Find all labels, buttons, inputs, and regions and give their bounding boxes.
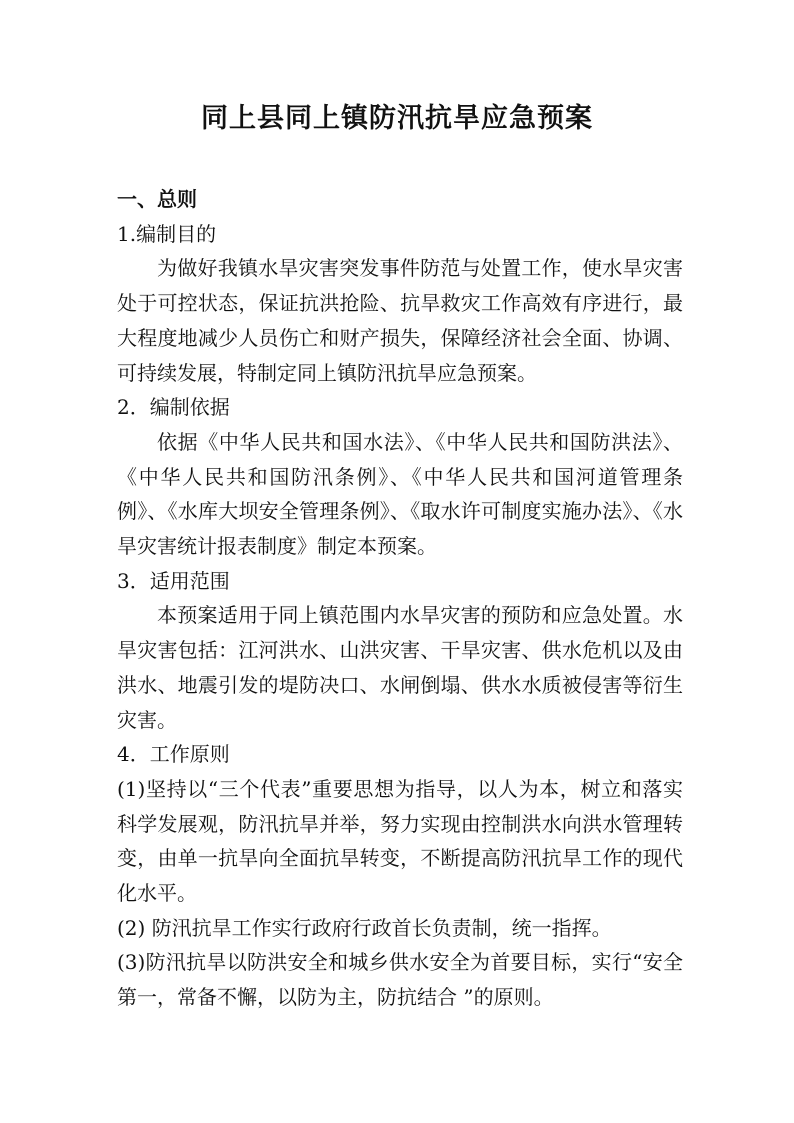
document-title: 同上县同上镇防汛抗旱应急预案	[201, 103, 593, 134]
subheading-principles: 4．工作原则	[117, 742, 230, 767]
principle-item-3: (3)防汛抗旱以防洪安全和城乡供水安全为首要目标，实行“安全第一，常备不懈，以防为主，防抗结合 ”的原则。	[117, 950, 683, 1010]
principle-item-1: (1)坚持以“三个代表”重要思想为指导，以人为本，树立和落实科学发展观，防汛抗旱并举，努力实现由控制洪水向洪水管理转变，由单一抗旱向全面抗旱转变，不断提高防汛抗旱工作的现代化水平。	[117, 776, 683, 906]
paragraph-purpose: 为做好我镇水旱灾害突发事件防范与处置工作，使水旱灾害处于可控状态，保证抗洪抢险、抗旱救灾工作高效有序进行，最大程度地减少人员伤亡和财产损失，保障经济社会全面、协调、可持续发展，特制定同上镇防汛抗旱应急预案。	[117, 256, 683, 385]
principle-item-2: (2) 防汛抗旱工作实行政府行政首长负责制，统一指挥。	[117, 915, 612, 940]
section-heading-general: 一、总则	[117, 187, 197, 211]
subheading-scope: 3．适用范围	[117, 568, 230, 593]
paragraph-basis: 依据《中华人民共和国水法》、《中华人民共和国防洪法》、《中华人民共和国防汛条例》、《中华人民共和国河道管理条例》、《水库大坝安全管理条例》、《取水许可制度实施办法》、《水旱灾害统计报表制度》制定本预案。	[117, 429, 683, 559]
document-body	[117, 182, 683, 1015]
paragraph-scope: 本预案适用于同上镇范围内水旱灾害的预防和应急处置。水旱灾害包括：江河洪水、山洪灾害、干旱灾害、供水危机以及由洪水、地震引发的堤防决口、水闸倒塌、供水水质被侵害等衍生灾害。	[117, 603, 683, 732]
subheading-basis: 2．编制依据	[117, 395, 230, 420]
subheading-purpose: 1.编制目的	[117, 221, 217, 246]
